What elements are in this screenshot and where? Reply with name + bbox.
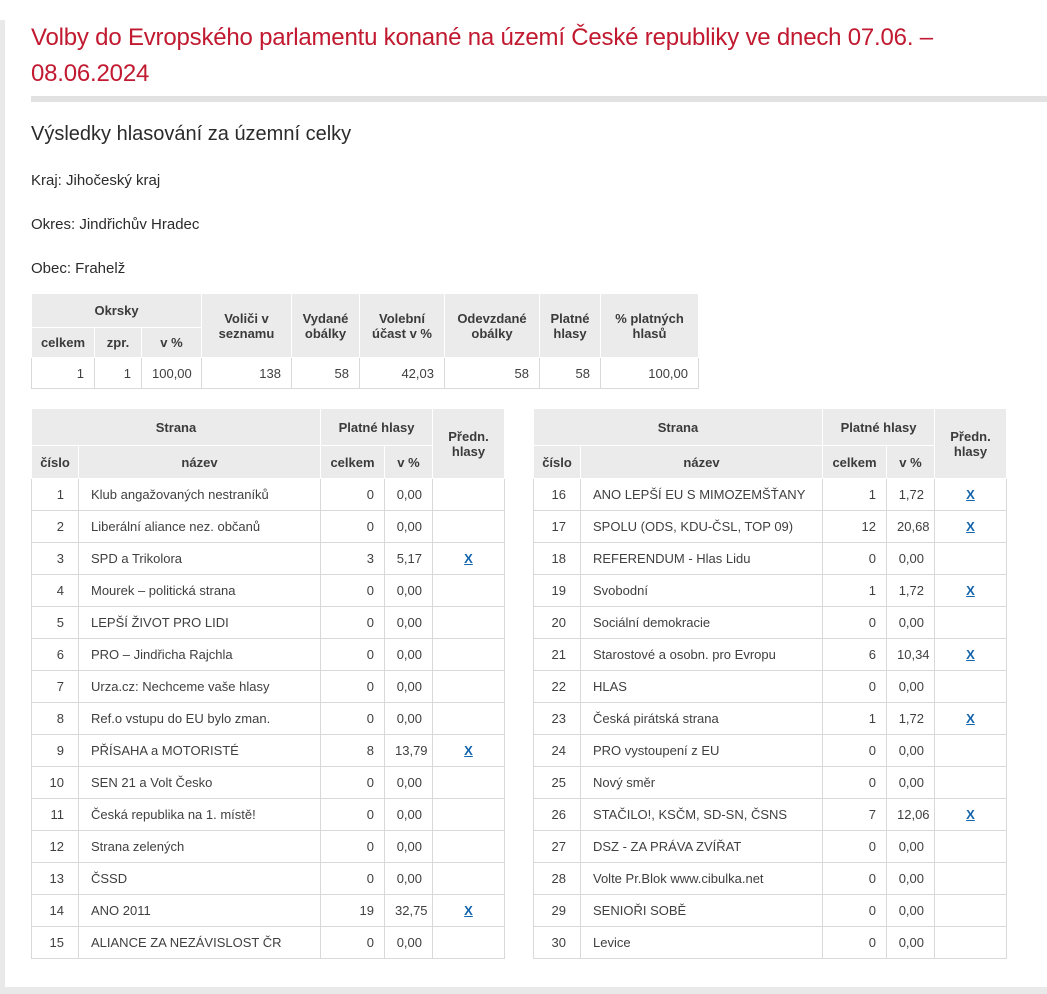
column-header-v-pct: v % — [142, 328, 202, 358]
party-name: Nový směr — [581, 767, 823, 799]
party-votes-total: 0 — [823, 831, 887, 863]
party-votes-total: 1 — [823, 575, 887, 607]
party-pref-cell — [935, 735, 1007, 767]
party-votes-percent: 0,00 — [887, 607, 935, 639]
column-header-zpr: zpr. — [95, 328, 142, 358]
party-votes-percent: 0,00 — [385, 607, 433, 639]
party-row — [534, 607, 1007, 639]
okres-line: Okres: Jindřichův Hradec — [31, 216, 200, 233]
party-votes-total: 19 — [321, 895, 385, 927]
party-pref-cell — [935, 831, 1007, 863]
kraj-line: Kraj: Jihočeský kraj — [31, 172, 161, 189]
party-number: 23 — [534, 703, 581, 735]
party-name: ALIANCE ZA NEZÁVISLOST ČR — [79, 927, 321, 959]
party-pref-cell — [935, 607, 1007, 639]
party-row — [534, 927, 1007, 959]
party-pref-cell — [433, 767, 505, 799]
party-number: 18 — [534, 543, 581, 575]
column-header-vydane-obalky: Vydané obálky — [292, 294, 360, 358]
party-row — [534, 895, 1007, 927]
party-row — [534, 799, 1007, 831]
party-name: PRO vystoupení z EU — [581, 735, 823, 767]
party-row — [534, 767, 1007, 799]
party-name: Svobodní — [581, 575, 823, 607]
party-votes-percent: 0,00 — [887, 767, 935, 799]
party-votes-percent: 12,06 — [887, 799, 935, 831]
party-number: 25 — [534, 767, 581, 799]
column-header-cislo: číslo — [32, 446, 79, 479]
party-name: Česká republika na 1. místě! — [79, 799, 321, 831]
party-number: 14 — [32, 895, 79, 927]
party-name: SEN 21 a Volt Česko — [79, 767, 321, 799]
party-pref-cell — [433, 703, 505, 735]
party-votes-total: 0 — [321, 767, 385, 799]
column-header-strana: Strana — [32, 409, 321, 446]
column-header-celkem: celkem — [823, 446, 887, 479]
party-name: PŘÍSAHA a MOTORISTÉ — [79, 735, 321, 767]
party-name: Mourek – politická strana — [79, 575, 321, 607]
party-votes-percent: 0,00 — [385, 767, 433, 799]
party-pref-cell — [433, 607, 505, 639]
party-name: SPOLU (ODS, KDU-ČSL, TOP 09) — [581, 511, 823, 543]
party-number: 3 — [32, 543, 79, 575]
party-votes-total: 0 — [321, 511, 385, 543]
party-pref-cell — [935, 575, 1007, 607]
party-pref-cell — [935, 671, 1007, 703]
party-row — [32, 767, 505, 799]
party-pref-cell — [433, 831, 505, 863]
party-number: 15 — [32, 927, 79, 959]
party-pref-cell — [433, 927, 505, 959]
party-pref-cell — [433, 639, 505, 671]
party-row — [32, 575, 505, 607]
party-number: 4 — [32, 575, 79, 607]
party-name: PRO – Jindřicha Rajchla — [79, 639, 321, 671]
party-pref-cell — [935, 479, 1007, 511]
party-votes-percent: 0,00 — [887, 895, 935, 927]
obec-line: Obec: Frahelž — [31, 260, 126, 277]
pct-platnych-value: 100,00 — [601, 358, 699, 389]
party-votes-percent: 13,79 — [385, 735, 433, 767]
section-title: Výsledky hlasování za územní celky — [31, 123, 352, 145]
party-name: Levice — [581, 927, 823, 959]
title-divider — [31, 96, 1047, 102]
party-pref-cell — [935, 703, 1007, 735]
party-votes-total: 3 — [321, 543, 385, 575]
party-votes-total: 0 — [321, 575, 385, 607]
party-pref-cell — [935, 799, 1007, 831]
party-votes-percent: 1,72 — [887, 479, 935, 511]
bottom-edge-strip — [0, 987, 1047, 994]
party-pref-cell — [935, 543, 1007, 575]
party-number: 5 — [32, 607, 79, 639]
party-pref-cell — [433, 895, 505, 927]
party-number: 30 — [534, 927, 581, 959]
party-name: LEPŠÍ ŽIVOT PRO LIDI — [79, 607, 321, 639]
party-votes-percent: 1,72 — [887, 703, 935, 735]
party-row — [534, 639, 1007, 671]
party-number: 1 — [32, 479, 79, 511]
party-votes-percent: 20,68 — [887, 511, 935, 543]
preferential-votes-link[interactable]: X — [464, 743, 473, 758]
party-number: 10 — [32, 767, 79, 799]
party-pref-cell — [433, 479, 505, 511]
party-name: DSZ - ZA PRÁVA ZVÍŘAT — [581, 831, 823, 863]
column-header-celkem: celkem — [32, 328, 95, 358]
party-votes-percent: 1,72 — [887, 575, 935, 607]
party-votes-total: 0 — [321, 703, 385, 735]
party-row — [534, 703, 1007, 735]
party-votes-total: 0 — [823, 607, 887, 639]
party-votes-total: 0 — [321, 479, 385, 511]
party-row — [32, 863, 505, 895]
party-number: 20 — [534, 607, 581, 639]
preferential-votes-link[interactable]: X — [966, 711, 975, 726]
column-header-v-pct: v % — [385, 446, 433, 479]
party-votes-percent: 0,00 — [385, 831, 433, 863]
party-row — [534, 671, 1007, 703]
party-number: 21 — [534, 639, 581, 671]
preferential-votes-link[interactable]: X — [966, 807, 975, 822]
preferential-votes-link[interactable]: X — [464, 903, 473, 918]
column-header-nazev: název — [581, 446, 823, 479]
party-votes-total: 0 — [823, 927, 887, 959]
party-pref-cell — [935, 511, 1007, 543]
preferential-votes-link[interactable]: X — [966, 519, 975, 534]
party-votes-total: 0 — [321, 671, 385, 703]
results-page — [0, 20, 1047, 959]
party-name: STAČILO!, KSČM, SD-SN, ČSNS — [581, 799, 823, 831]
party-row — [534, 479, 1007, 511]
party-row — [534, 511, 1007, 543]
okrsky-pct-value: 100,00 — [142, 358, 202, 389]
party-results-section — [31, 408, 1047, 959]
party-row — [32, 799, 505, 831]
party-number: 17 — [534, 511, 581, 543]
party-row — [534, 735, 1007, 767]
party-votes-total: 1 — [823, 703, 887, 735]
left-edge-strip — [0, 20, 5, 994]
page-title: Volby do Evropského parlamentu konané na území České republiky ve dnech 07.06. – 08.06.2024 — [31, 24, 933, 87]
party-votes-total: 0 — [823, 863, 887, 895]
column-header-strana: Strana — [534, 409, 823, 446]
party-row — [32, 735, 505, 767]
party-number: 13 — [32, 863, 79, 895]
platne-hlasy-value: 58 — [540, 358, 601, 389]
party-pref-cell — [433, 735, 505, 767]
party-number: 16 — [534, 479, 581, 511]
party-votes-percent: 0,00 — [887, 543, 935, 575]
party-votes-percent: 0,00 — [887, 671, 935, 703]
party-votes-percent: 32,75 — [385, 895, 433, 927]
okrsky-zpr-value: 1 — [95, 358, 142, 389]
party-pref-cell — [935, 895, 1007, 927]
column-header-nazev: název — [79, 446, 321, 479]
party-name: Strana zelených — [79, 831, 321, 863]
turnout-summary-table — [31, 293, 699, 389]
party-row — [32, 479, 505, 511]
party-number: 22 — [534, 671, 581, 703]
party-name: Volte Pr.Blok www.cibulka.net — [581, 863, 823, 895]
party-number: 27 — [534, 831, 581, 863]
party-row — [534, 543, 1007, 575]
column-header-pct-platnych: % platných hlasů — [601, 294, 699, 358]
preferential-votes-link[interactable]: X — [966, 583, 975, 598]
turnout-summary-row — [32, 358, 699, 389]
party-votes-percent: 0,00 — [385, 799, 433, 831]
party-pref-cell — [433, 543, 505, 575]
preferential-votes-link[interactable]: X — [966, 647, 975, 662]
party-row — [32, 927, 505, 959]
party-number: 28 — [534, 863, 581, 895]
party-pref-cell — [433, 863, 505, 895]
party-name: ANO LEPŠÍ EU S MIMOZEMŠŤANY — [581, 479, 823, 511]
party-votes-total: 0 — [321, 799, 385, 831]
preferential-votes-link[interactable]: X — [464, 551, 473, 566]
party-votes-total: 0 — [823, 767, 887, 799]
party-votes-percent: 0,00 — [887, 831, 935, 863]
party-pref-cell — [935, 863, 1007, 895]
party-votes-total: 8 — [321, 735, 385, 767]
party-number: 29 — [534, 895, 581, 927]
party-name: Sociální demokracie — [581, 607, 823, 639]
party-number: 24 — [534, 735, 581, 767]
party-row — [534, 831, 1007, 863]
column-header-cislo: číslo — [534, 446, 581, 479]
party-name: Urza.cz: Nechceme vaše hlasy — [79, 671, 321, 703]
party-votes-total: 0 — [823, 671, 887, 703]
preferential-votes-link[interactable]: X — [966, 487, 975, 502]
party-votes-percent: 0,00 — [385, 927, 433, 959]
party-number: 2 — [32, 511, 79, 543]
party-votes-total: 0 — [321, 863, 385, 895]
party-votes-percent: 0,00 — [385, 511, 433, 543]
volici-v-seznamu-value: 138 — [202, 358, 292, 389]
party-row — [32, 895, 505, 927]
party-votes-total: 0 — [321, 607, 385, 639]
party-votes-percent: 0,00 — [385, 639, 433, 671]
party-votes-percent: 0,00 — [385, 703, 433, 735]
party-votes-total: 0 — [823, 735, 887, 767]
party-results-table-right — [533, 408, 1007, 959]
party-name: Klub angažovaných nestraníků — [79, 479, 321, 511]
party-votes-total: 0 — [321, 831, 385, 863]
party-votes-percent: 0,00 — [887, 735, 935, 767]
party-pref-cell — [433, 511, 505, 543]
party-name: SPD a Trikolora — [79, 543, 321, 575]
party-pref-cell — [433, 671, 505, 703]
party-name: Liberální aliance nez. občanů — [79, 511, 321, 543]
party-row — [32, 671, 505, 703]
party-name: Ref.o vstupu do EU bylo zman. — [79, 703, 321, 735]
party-votes-percent: 0,00 — [887, 927, 935, 959]
party-pref-cell — [433, 575, 505, 607]
party-number: 26 — [534, 799, 581, 831]
party-row — [32, 831, 505, 863]
party-votes-percent: 0,00 — [385, 479, 433, 511]
party-name: ČSSD — [79, 863, 321, 895]
column-header-platne-hlasy: Platné hlasy — [321, 409, 433, 446]
volebni-ucast-value: 42,03 — [360, 358, 445, 389]
party-votes-percent: 10,34 — [887, 639, 935, 671]
okrsky-celkem-value: 1 — [32, 358, 95, 389]
party-row — [32, 543, 505, 575]
party-number: 19 — [534, 575, 581, 607]
party-votes-total: 0 — [321, 639, 385, 671]
party-row — [32, 607, 505, 639]
party-pref-cell — [935, 927, 1007, 959]
column-header-okrsky: Okrsky — [32, 294, 202, 328]
party-row — [534, 575, 1007, 607]
party-name: REFERENDUM - Hlas Lidu — [581, 543, 823, 575]
column-header-v-pct: v % — [887, 446, 935, 479]
party-votes-percent: 0,00 — [385, 575, 433, 607]
odevzdane-obalky-value: 58 — [445, 358, 540, 389]
column-header-predn-hlasy: Předn. hlasy — [935, 409, 1007, 479]
column-header-volici-v-seznamu: Voliči v seznamu — [202, 294, 292, 358]
party-votes-total: 0 — [823, 543, 887, 575]
party-pref-cell — [935, 639, 1007, 671]
party-number: 7 — [32, 671, 79, 703]
column-header-celkem: celkem — [321, 446, 385, 479]
party-name: ANO 2011 — [79, 895, 321, 927]
party-number: 9 — [32, 735, 79, 767]
column-header-odevzdane-obalky: Odevzdané obálky — [445, 294, 540, 358]
party-number: 6 — [32, 639, 79, 671]
party-votes-percent: 0,00 — [887, 863, 935, 895]
party-votes-total: 0 — [321, 927, 385, 959]
column-header-platne-hlasy: Platné hlasy — [540, 294, 601, 358]
party-votes-total: 0 — [823, 895, 887, 927]
party-name: Česká pirátská strana — [581, 703, 823, 735]
party-row — [32, 703, 505, 735]
party-votes-total: 7 — [823, 799, 887, 831]
party-number: 11 — [32, 799, 79, 831]
vydane-obalky-value: 58 — [292, 358, 360, 389]
party-number: 12 — [32, 831, 79, 863]
party-name: HLAS — [581, 671, 823, 703]
column-header-volebni-ucast: Volební účast v % — [360, 294, 445, 358]
party-row — [534, 863, 1007, 895]
party-row — [32, 639, 505, 671]
party-votes-total: 12 — [823, 511, 887, 543]
party-name: SENIOŘI SOBĚ — [581, 895, 823, 927]
party-number: 8 — [32, 703, 79, 735]
party-votes-percent: 0,00 — [385, 863, 433, 895]
party-results-table-left — [31, 408, 505, 959]
column-header-predn-hlasy: Předn. hlasy — [433, 409, 505, 479]
party-pref-cell — [433, 799, 505, 831]
party-name: Starostové a osobn. pro Evropu — [581, 639, 823, 671]
party-votes-percent: 5,17 — [385, 543, 433, 575]
party-votes-total: 1 — [823, 479, 887, 511]
party-pref-cell — [935, 767, 1007, 799]
party-row — [32, 511, 505, 543]
party-votes-percent: 0,00 — [385, 671, 433, 703]
party-votes-total: 6 — [823, 639, 887, 671]
column-header-platne-hlasy: Platné hlasy — [823, 409, 935, 446]
